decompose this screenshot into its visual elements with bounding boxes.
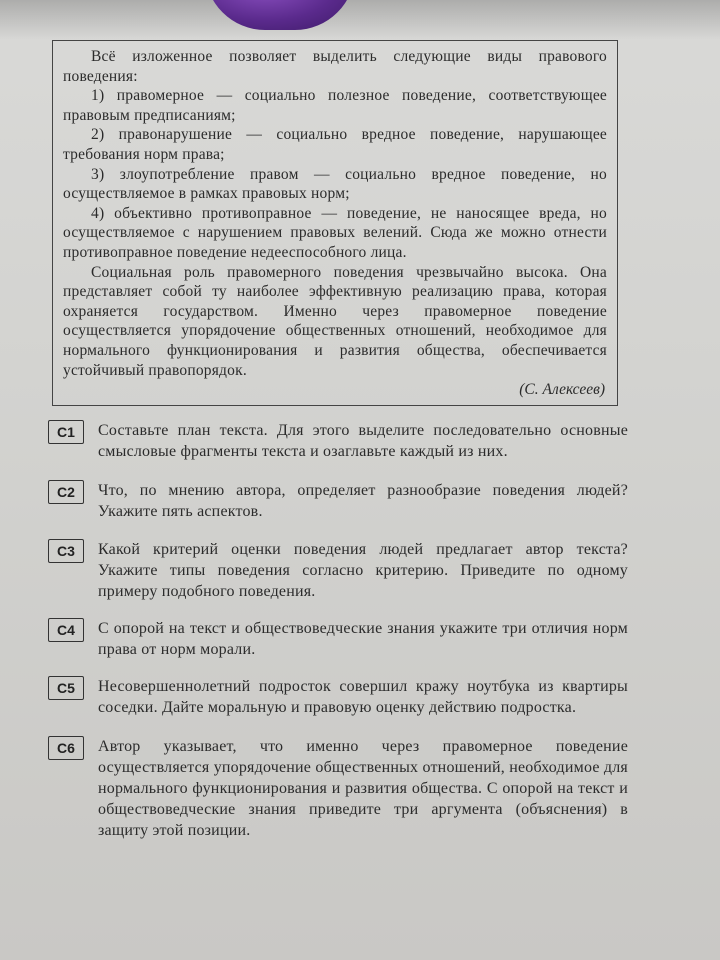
question-label: C2 bbox=[48, 480, 84, 504]
question-c6 bbox=[48, 736, 628, 841]
page-shadow bbox=[0, 0, 720, 40]
passage-author: (С. Алексеев) bbox=[519, 381, 605, 398]
question-c2 bbox=[48, 480, 628, 522]
question-text: Составьте план текста. Для этого выделите последовательно основные смысловые фрагменты текста и озаглавьте каждый из них. bbox=[98, 422, 628, 460]
passage-paragraph: 2) правонарушение — социально вредное поведение, нарушающее требования норм права; bbox=[63, 126, 607, 163]
question-label: C5 bbox=[48, 676, 84, 700]
question-text: Несовершеннолетний подросток совершил кражу ноутбука из квартиры соседки. Дайте моральную и правовую оценку действию подростка. bbox=[98, 678, 628, 716]
question-text: С опорой на текст и обществоведческие знания укажите три отличия норм права от норм морали. bbox=[98, 620, 628, 658]
question-c3 bbox=[48, 539, 628, 602]
question-c5 bbox=[48, 676, 628, 718]
passage-box bbox=[52, 40, 618, 406]
passage-paragraph: 3) злоупотребление правом — социально вредное поведение, но осуществляемое в рамках правовых норм; bbox=[63, 165, 607, 203]
question-c1 bbox=[48, 420, 628, 462]
question-label: C3 bbox=[48, 539, 84, 563]
passage-paragraph: 4) объективно противоправное — поведение, не наносящее вреда, но осуществляемое с нарушением правовых велений. Сюда же можно отнести противоправное поведение недееспособного лица. bbox=[63, 204, 607, 261]
passage-paragraph: 1) правомерное — социально полезное поведение, соответствующее правовым предписаниям; bbox=[63, 87, 607, 124]
question-text: Что, по мнению автора, определяет разнообразие поведения людей? Укажите пять аспектов. bbox=[98, 482, 628, 520]
question-text: Какой критерий оценки поведения людей предлагает автор текста? Укажите типы поведения согласно критерию. Приведите по одному примеру подобного поведения. bbox=[98, 541, 628, 600]
question-label: C6 bbox=[48, 736, 84, 760]
question-c4 bbox=[48, 618, 628, 660]
question-label: C1 bbox=[48, 420, 84, 444]
question-label: C4 bbox=[48, 618, 84, 642]
passage-paragraph: Всё изложенное позволяет выделить следующие виды правового поведения: bbox=[63, 48, 607, 85]
question-text: Автор указывает, что именно через правомерное поведение осуществляется упорядочение общественных отношений, необходимое для нормального функционирования и развития общества. С опорой на текст и обществоведческие знания приведите три аргумента (объяснения) в защиту этой позиции. bbox=[98, 738, 628, 839]
passage-paragraph: Социальная роль правомерного поведения чрезвычайно высока. Она представляет собой ту наиболее эффективную реализацию права, которая охраняется государством. Именно через правомерное поведение осуществляется упорядочение общественных отношений, необходимое для нормального функционирования и развития общества, обеспечивается устойчивый правопорядок. bbox=[63, 263, 607, 379]
